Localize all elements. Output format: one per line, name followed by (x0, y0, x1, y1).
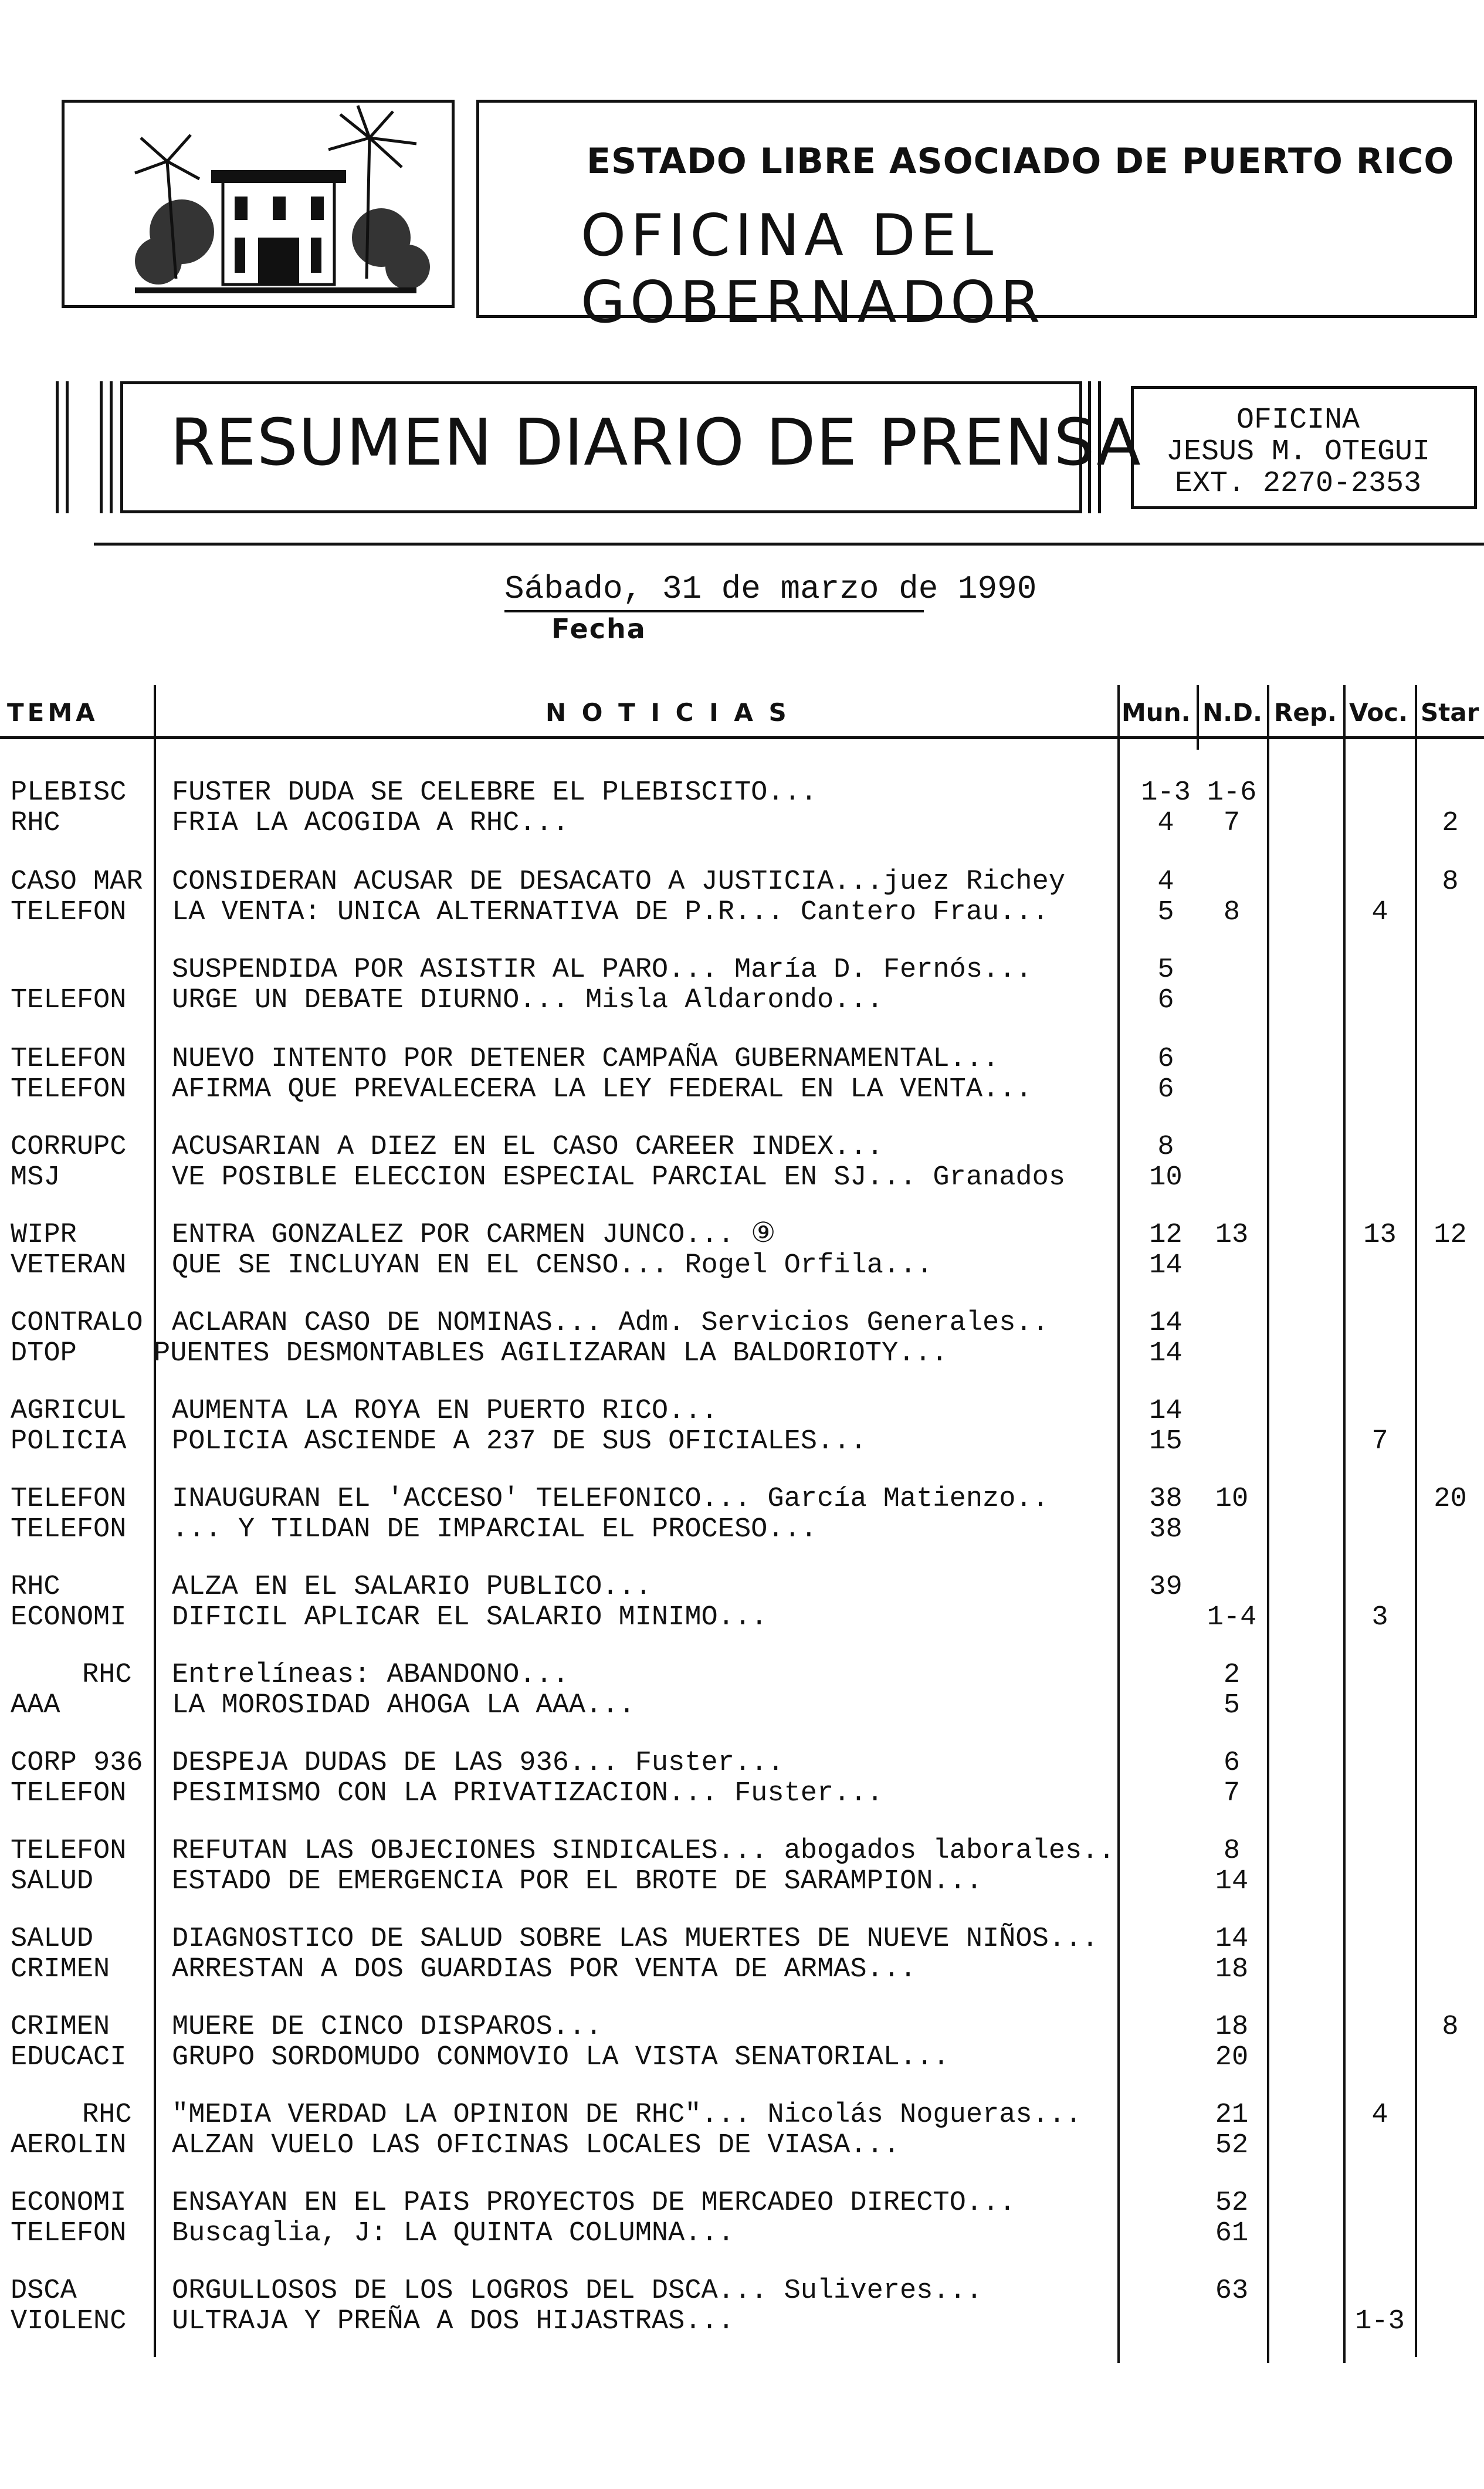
row-mun: 14 (1149, 1338, 1183, 1369)
table-row (0, 2275, 1484, 2307)
row-tema: VIOLENC (11, 2306, 127, 2337)
row-tema: POLICIA (11, 1426, 127, 1457)
row-tema: RHC (11, 808, 60, 839)
row-nd: 52 (1215, 2187, 1249, 2219)
row-tema: DSCA (11, 2275, 77, 2307)
row-tema: VETERAN (11, 1250, 127, 1281)
row-title: MUERE DE CINCO DISPAROS... (172, 2011, 602, 2043)
row-mun: 6 (1157, 1044, 1174, 1075)
table-row (0, 777, 1484, 809)
row-title: QUE SE INCLUYAN EN EL CENSO... Rogel Orfila... (172, 1250, 933, 1281)
row-nd: 14 (1215, 1924, 1249, 1955)
header-tema: TEMA (7, 698, 99, 727)
table-row (0, 1778, 1484, 1810)
row-title: ENSAYAN EN EL PAIS PROYECTOS DE MERCADEO DIRECTO... (172, 2187, 1016, 2219)
table-row (0, 1220, 1484, 1251)
row-title: DESPEJA DUDAS DE LAS 936... Fuster... (172, 1748, 784, 1779)
row-nd: 52 (1215, 2130, 1249, 2161)
row-star: 2 (1442, 808, 1459, 839)
row-nd: 20 (1215, 2042, 1249, 2073)
table-row (0, 2099, 1484, 2131)
row-title: ALZA EN EL SALARIO PUBLICO... (172, 1572, 652, 1603)
row-mun: 14 (1149, 1308, 1183, 1339)
row-nd: 2 (1223, 1660, 1241, 1691)
row-tema: RHC (11, 1572, 60, 1603)
table-row (0, 1074, 1484, 1106)
row-tema: MSJ (11, 1162, 60, 1193)
row-star: 8 (1442, 2011, 1459, 2043)
table-row (0, 1924, 1484, 1955)
row-tema: AEROLIN (11, 2130, 127, 2161)
row-title: ACUSARIAN A DIEZ EN EL CASO CAREER INDEX... (172, 1132, 883, 1163)
row-tema: TELEFON (11, 1484, 127, 1515)
row-tema: TELEFON (11, 1836, 127, 1867)
row-title: ENTRA GONZALEZ POR CARMEN JUNCO... ⑨ (172, 1220, 776, 1251)
row-tema: TELEFON (11, 1044, 127, 1075)
table-row (0, 1866, 1484, 1898)
table-row (0, 1044, 1484, 1075)
row-title: Entrelíneas: ABANDONO... (172, 1660, 569, 1691)
row-mun: 4 (1157, 866, 1174, 898)
row-mun: 5 (1157, 954, 1174, 986)
row-tema: CONTRALO (11, 1308, 143, 1339)
table-row (0, 985, 1484, 1017)
column-rule (1197, 685, 1199, 750)
table-row (0, 2130, 1484, 2162)
banner-title: RESUMEN DIARIO DE PRENSA (170, 405, 1141, 480)
table-row (0, 1836, 1484, 1867)
row-title: DIFICIL APLICAR EL SALARIO MINIMO... (172, 1602, 768, 1633)
report-date: Sábado, 31 de marzo de 1990 (504, 570, 1037, 608)
header-rep: Rep. (1274, 698, 1337, 727)
contact-name: JESUS M. OTEGUI (1165, 435, 1431, 469)
date-label: Fecha (551, 613, 646, 645)
banner-bar (56, 381, 59, 513)
row-star: 20 (1434, 1484, 1467, 1515)
row-nd: 8 (1223, 1836, 1241, 1867)
row-tema: SALUD (11, 1924, 94, 1955)
row-star: 8 (1442, 866, 1459, 898)
row-mun: 6 (1157, 1074, 1174, 1105)
row-mun: 8 (1157, 1132, 1174, 1163)
row-title: ARRESTAN A DOS GUARDIAS POR VENTA DE ARMAS... (172, 1954, 917, 1985)
row-tema: CRIMEN (11, 1954, 110, 1985)
row-title: "MEDIA VERDAD LA OPINION DE RHC"... Nicolás Nogueras... (172, 2099, 1082, 2131)
row-nd: 1-4 (1207, 1602, 1257, 1633)
row-title: CONSIDERAN ACUSAR DE DESACATO A JUSTICIA...juez Richey (172, 866, 1066, 898)
row-nd: 7 (1223, 808, 1241, 839)
row-tema: TELEFON (11, 2218, 127, 2249)
header-star: Star (1421, 698, 1479, 727)
governor-mansion-illustration (62, 100, 455, 308)
row-title: VE POSIBLE ELECCION ESPECIAL PARCIAL EN SJ... Granados (172, 1162, 1066, 1193)
row-nd: 61 (1215, 2218, 1249, 2249)
row-nd: 1-6 (1207, 777, 1257, 808)
table-row (0, 866, 1484, 898)
row-mun: 15 (1149, 1426, 1183, 1457)
row-title: ALZAN VUELO LAS OFICINAS LOCALES DE VIASA... (172, 2130, 900, 2161)
row-tema: TELEFON (11, 1514, 127, 1545)
row-tema: TELEFON (11, 897, 127, 928)
row-tema: CORP 936 (11, 1748, 143, 1779)
header-voc: Voc. (1349, 698, 1408, 727)
row-mun: 14 (1149, 1396, 1183, 1427)
row-tema: RHC (82, 1660, 132, 1691)
table-row (0, 1690, 1484, 1722)
row-mun: 12 (1149, 1220, 1183, 1251)
row-tema: ECONOMI (11, 2187, 127, 2219)
table-row (0, 1660, 1484, 1691)
table-row (0, 1602, 1484, 1634)
row-title: PUENTES DESMONTABLES AGILIZARAN LA BALDORIOTY... (154, 1338, 948, 1369)
row-nd: 18 (1215, 1954, 1249, 1985)
table-row (0, 1426, 1484, 1458)
row-title: LA MOROSIDAD AHOGA LA AAA... (172, 1690, 635, 1721)
row-title: SUSPENDIDA POR ASISTIR AL PARO... María D. Fernós... (172, 954, 1032, 986)
row-title: AUMENTA LA ROYA EN PUERTO RICO... (172, 1396, 718, 1427)
table-row (0, 2042, 1484, 2074)
row-mun: 38 (1149, 1484, 1183, 1515)
row-tema: TELEFON (11, 985, 127, 1016)
row-nd: 13 (1215, 1220, 1249, 1251)
row-tema: CRIMEN (11, 2011, 110, 2043)
table-row (0, 1250, 1484, 1282)
table-row (0, 954, 1484, 986)
contact-extension: EXT. 2270-2353 (1174, 467, 1422, 500)
row-mun: 10 (1149, 1162, 1183, 1193)
banner-bar (100, 381, 103, 513)
row-nd: 18 (1215, 2011, 1249, 2043)
row-title: POLICIA ASCIENDE A 237 DE SUS OFICIALES... (172, 1426, 867, 1457)
row-voc: 1-3 (1355, 2306, 1405, 2337)
header-mun: Mun. (1122, 698, 1191, 727)
contact-info (1160, 405, 1436, 500)
row-mun: 38 (1149, 1514, 1183, 1545)
table-row (0, 1514, 1484, 1546)
row-title: FRIA LA ACOGIDA A RHC... (172, 808, 569, 839)
row-title: LA VENTA: UNICA ALTERNATIVA DE P.R... Cantero Frau... (172, 897, 1049, 928)
row-nd: 14 (1215, 1866, 1249, 1897)
row-voc: 4 (1371, 897, 1388, 928)
row-tema: TELEFON (11, 1074, 127, 1105)
row-tema: AGRICUL (11, 1396, 127, 1427)
row-title: NUEVO INTENTO POR DETENER CAMPAÑA GUBERNAMENTAL... (172, 1044, 1000, 1075)
row-title: ... Y TILDAN DE IMPARCIAL EL PROCESO... (172, 1514, 817, 1545)
table-row (0, 1484, 1484, 1515)
table-row (0, 1954, 1484, 1986)
table-header-line (0, 736, 1484, 739)
row-title: PESIMISMO CON LA PRIVATIZACION... Fuster... (172, 1778, 883, 1809)
row-tema: PLEBISC (11, 777, 127, 808)
table-row (0, 2306, 1484, 2338)
table-row (0, 897, 1484, 929)
row-tema: SALUD (11, 1866, 94, 1897)
table-row (0, 2011, 1484, 2043)
table-row (0, 1748, 1484, 1779)
row-mun: 5 (1157, 897, 1174, 928)
row-mun: 1-3 (1141, 777, 1191, 808)
row-mun: 39 (1149, 1572, 1183, 1603)
office-name: OFICINA DEL GOBERNADOR (581, 202, 1045, 336)
row-nd: 8 (1223, 897, 1241, 928)
table-row (0, 1338, 1484, 1370)
row-tema: WIPR (11, 1220, 77, 1251)
row-mun: 4 (1157, 808, 1174, 839)
row-voc: 7 (1371, 1426, 1388, 1457)
banner-bar (110, 381, 113, 513)
row-tema: TELEFON (11, 1778, 127, 1809)
row-tema: RHC (82, 2099, 132, 2131)
banner-bar (66, 381, 69, 513)
row-title: ULTRAJA Y PREÑA A DOS HIJASTRAS... (172, 2306, 734, 2337)
table-row (0, 1572, 1484, 1603)
row-voc: 4 (1371, 2099, 1388, 2131)
row-title: INAUGURAN EL 'ACCESO' TELEFONICO... García Matienzo.. (172, 1484, 1049, 1515)
row-tema: ECONOMI (11, 1602, 127, 1633)
row-title: URGE UN DEBATE DIURNO... Misla Aldarondo... (172, 985, 883, 1016)
row-title: FUSTER DUDA SE CELEBRE EL PLEBISCITO... (172, 777, 817, 808)
row-nd: 6 (1223, 1748, 1241, 1779)
row-nd: 10 (1215, 1484, 1249, 1515)
section-divider (94, 543, 1484, 546)
contact-office: OFICINA (1236, 404, 1360, 437)
row-voc: 3 (1371, 1602, 1388, 1633)
row-nd: 5 (1223, 1690, 1241, 1721)
row-title: DIAGNOSTICO DE SALUD SOBRE LAS MUERTES DE NUEVE NIÑOS... (172, 1924, 1099, 1955)
row-nd: 63 (1215, 2275, 1249, 2307)
table-row (0, 1162, 1484, 1194)
table-row (0, 2187, 1484, 2219)
row-tema: EDUCACI (11, 2042, 127, 2073)
row-nd: 7 (1223, 1778, 1241, 1809)
row-title: ORGULLOSOS DE LOS LOGROS DEL DSCA... Suliveres... (172, 2275, 983, 2307)
table-row (0, 1396, 1484, 1427)
row-mun: 6 (1157, 985, 1174, 1016)
row-title: ACLARAN CASO DE NOMINAS... Adm. Servicios Generales.. (172, 1308, 1049, 1339)
row-tema: CASO MAR (11, 866, 143, 898)
row-title: Buscaglia, J: LA QUINTA COLUMNA... (172, 2218, 734, 2249)
row-nd: 21 (1215, 2099, 1249, 2131)
row-tema: DTOP (11, 1338, 77, 1369)
row-mun: 14 (1149, 1250, 1183, 1281)
row-title: GRUPO SORDOMUDO CONMOVIO LA VISTA SENATORIAL... (172, 2042, 950, 2073)
row-title: ESTADO DE EMERGENCIA POR EL BROTE DE SARAMPION... (172, 1866, 983, 1897)
table-row (0, 1132, 1484, 1163)
header-noticias: N O T I C I A S (546, 698, 790, 727)
row-title: REFUTAN LAS OBJECIONES SINDICALES... abogados laborales.. (172, 1836, 1115, 1867)
row-voc: 13 (1363, 1220, 1397, 1251)
row-title: AFIRMA QUE PREVALECERA LA LEY FEDERAL EN LA VENTA... (172, 1074, 1032, 1105)
date-underline (504, 610, 924, 612)
row-tema: AAA (11, 1690, 60, 1721)
header-nd: N.D. (1202, 698, 1262, 727)
row-tema: CORRUPC (11, 1132, 127, 1163)
table-row (0, 1308, 1484, 1339)
row-star: 12 (1434, 1220, 1467, 1251)
table-row (0, 808, 1484, 839)
state-name: ESTADO LIBRE ASOCIADO DE PUERTO RICO (587, 141, 1455, 182)
table-row (0, 2218, 1484, 2250)
